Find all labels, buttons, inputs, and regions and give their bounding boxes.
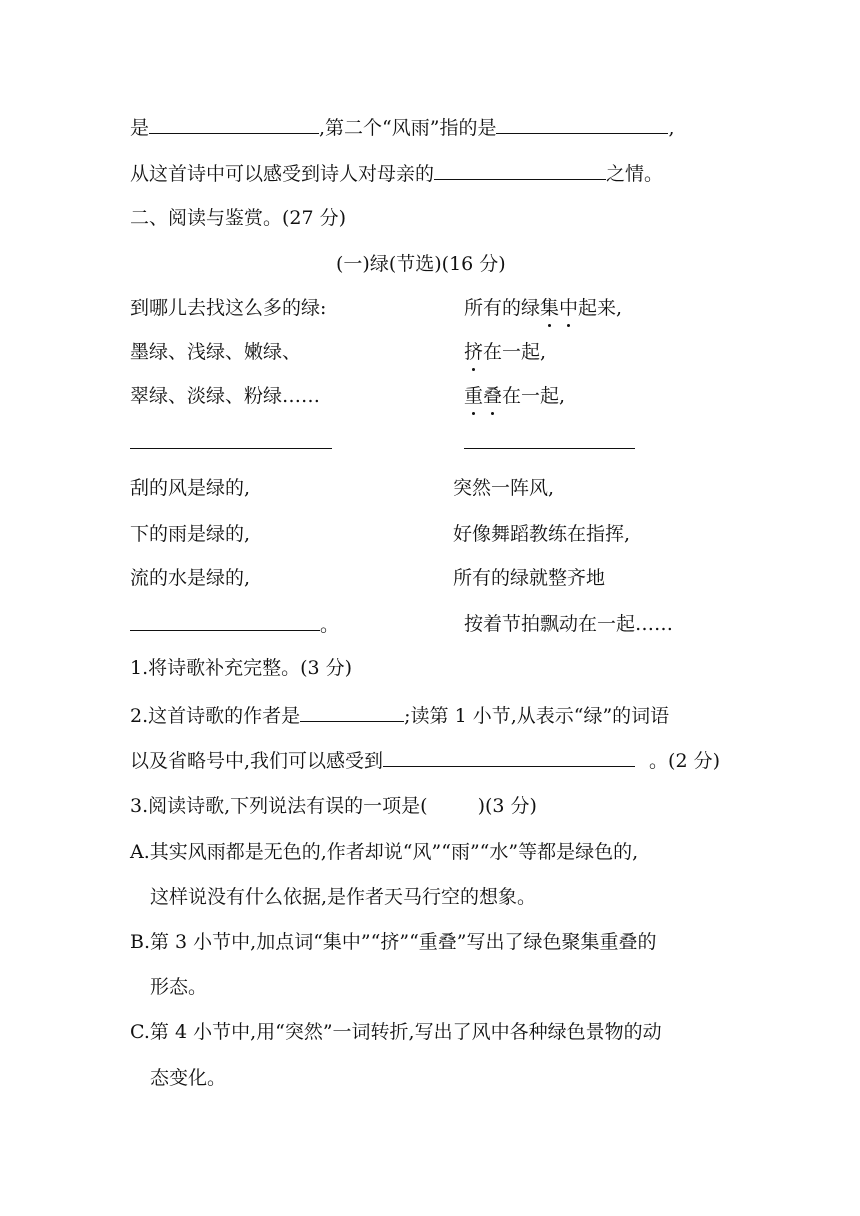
poem-line: 刮的风是绿的, bbox=[130, 477, 251, 499]
poem-line: 流的水是绿的, bbox=[130, 567, 251, 589]
intro-line-2 bbox=[130, 161, 663, 186]
intro-text: 是 bbox=[130, 117, 150, 139]
answer-blank[interactable] bbox=[434, 161, 606, 180]
intro-text: , bbox=[668, 117, 675, 139]
question-2 bbox=[130, 703, 669, 728]
poem-line: 到哪儿去找这么多的绿: bbox=[130, 297, 327, 319]
poem-line: 突然一阵风, bbox=[453, 477, 555, 499]
poem-text: 在一起, bbox=[483, 341, 547, 363]
poem-line: 所有的绿就整齐地 bbox=[453, 567, 606, 589]
question-text: 3.阅读诗歌,下列说法有误的一项是( bbox=[130, 795, 428, 817]
option-b[interactable]: B.第 3 小节中,加点词“集中”“挤”“重叠”写出了绿色聚集重叠的 bbox=[130, 931, 657, 953]
option-c-cont: 态变化。 bbox=[150, 1067, 227, 1089]
question-text: 以及省略号中,我们可以感受到 bbox=[130, 750, 384, 772]
poem-blank-line[interactable] bbox=[130, 612, 320, 631]
poem-line: 按着节拍飘动在一起…… bbox=[464, 613, 674, 635]
dotted-char: 集 bbox=[540, 297, 560, 319]
poem-line bbox=[464, 296, 622, 320]
dotted-char: 重 bbox=[464, 385, 484, 407]
poem-line bbox=[464, 384, 565, 408]
poem-text: 起来, bbox=[578, 297, 623, 319]
poem-blank-line[interactable] bbox=[464, 448, 635, 449]
question-text: 。(2 分) bbox=[649, 750, 721, 772]
question-1: 1.将诗歌补充完整。(3 分) bbox=[130, 657, 353, 679]
poem-line: 好像舞蹈教练在指挥, bbox=[453, 523, 631, 545]
intro-text: ,第二个“风雨”指的是 bbox=[319, 117, 497, 139]
question-3 bbox=[130, 794, 537, 818]
answer-blank[interactable] bbox=[149, 115, 319, 134]
option-c[interactable]: C.第 4 小节中,用“突然”一词转折,写出了风中各种绿色景物的动 bbox=[130, 1021, 662, 1043]
answer-blank[interactable] bbox=[300, 703, 404, 722]
option-a[interactable]: A.其实风雨都是无色的,作者却说“风”“雨”“水”等都是绿色的, bbox=[130, 841, 639, 863]
poem-line: 翠绿、淡绿、粉绿…… bbox=[130, 385, 321, 407]
question-2-cont bbox=[130, 748, 720, 773]
question-text: 2.这首诗歌的作者是 bbox=[130, 705, 301, 727]
question-text: )(3 分) bbox=[477, 795, 537, 817]
dotted-char: 中 bbox=[559, 297, 579, 319]
question-text: ;读第 1 小节,从表示“绿”的词语 bbox=[404, 705, 670, 727]
poem-line bbox=[130, 612, 339, 637]
dotted-char: 挤 bbox=[464, 341, 484, 363]
option-a-cont: 这样说没有什么依据,是作者天马行空的想象。 bbox=[150, 886, 537, 908]
dotted-char: 叠 bbox=[483, 385, 503, 407]
poem-line bbox=[464, 340, 546, 364]
poem-text: 在一起, bbox=[502, 385, 566, 407]
intro-line-1 bbox=[130, 115, 675, 140]
section-heading: 二、阅读与鉴赏。(27 分) bbox=[130, 207, 347, 229]
poem-blank-line[interactable] bbox=[130, 448, 332, 449]
intro-text: 之情。 bbox=[606, 163, 664, 185]
poem-text: 所有的绿 bbox=[464, 297, 541, 319]
poem-line: 下的雨是绿的, bbox=[130, 523, 251, 545]
poem-line: 墨绿、浅绿、嫩绿、 bbox=[130, 341, 302, 363]
answer-blank[interactable] bbox=[496, 115, 668, 134]
answer-blank[interactable] bbox=[383, 748, 635, 767]
intro-text: 从这首诗中可以感受到诗人对母亲的 bbox=[130, 163, 435, 185]
poem-title: (一)绿(节选)(16 分) bbox=[336, 253, 506, 275]
option-b-cont: 形态。 bbox=[150, 976, 208, 998]
poem-text: 。 bbox=[320, 614, 340, 636]
